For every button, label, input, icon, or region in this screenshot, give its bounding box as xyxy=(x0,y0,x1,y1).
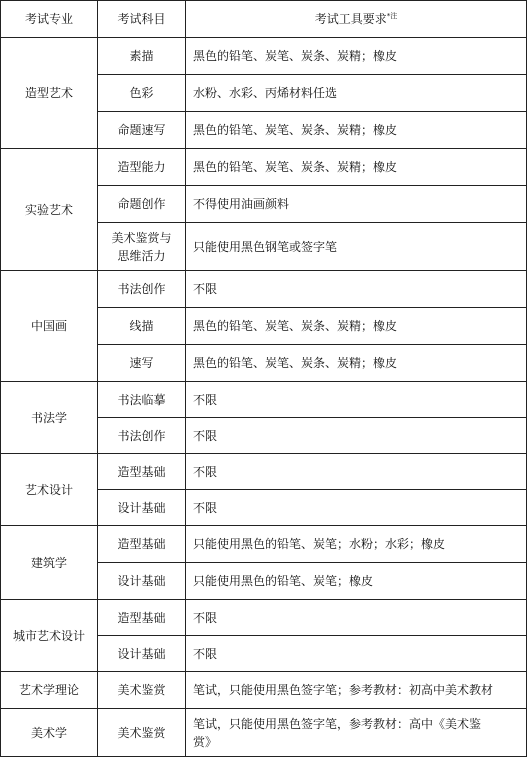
tools-cell: 不限 xyxy=(186,382,527,418)
table-row xyxy=(1,38,527,75)
tools-cell: 黑色的铅笔、炭笔、炭条、炭精；橡皮 xyxy=(186,38,527,75)
table-row xyxy=(1,382,527,418)
tools-cell: 不得使用油画颜料 xyxy=(186,186,527,223)
tools-cell: 不限 xyxy=(186,600,527,636)
subject-cell xyxy=(98,223,186,271)
subject-cell: 色彩 xyxy=(98,75,186,112)
tools-cell: 不限 xyxy=(186,418,527,454)
subject-cell: 美术鉴赏 xyxy=(98,709,186,757)
major-cell: 实验艺术 xyxy=(1,149,98,271)
subject-cell: 书法创作 xyxy=(98,271,186,308)
header-major: 考试专业 xyxy=(1,1,98,38)
table-row xyxy=(1,271,527,308)
tools-cell xyxy=(186,709,527,757)
subject-cell: 素描 xyxy=(98,38,186,75)
tools-cell: 黑色的铅笔、炭笔、炭条、炭精；橡皮 xyxy=(186,149,527,186)
subject-cell: 命题速写 xyxy=(98,112,186,149)
subject-cell: 命题创作 xyxy=(98,186,186,223)
subject-cell: 书法临摹 xyxy=(98,382,186,418)
tools-cell: 不限 xyxy=(186,490,527,526)
major-cell: 美术学 xyxy=(1,709,98,757)
subject-cell: 造型基础 xyxy=(98,454,186,490)
major-cell: 书法学 xyxy=(1,382,98,454)
table-header-row xyxy=(1,1,527,38)
tools-line: 赏》 xyxy=(193,734,218,749)
tools-cell: 黑色的铅笔、炭笔、炭条、炭精；橡皮 xyxy=(186,345,527,382)
table-row xyxy=(1,454,527,490)
subject-cell: 设计基础 xyxy=(98,563,186,600)
major-cell: 城市艺术设计 xyxy=(1,600,98,672)
tools-cell: 只能使用黑色的铅笔、炭笔；水粉；水彩；橡皮 xyxy=(186,526,527,563)
table-row xyxy=(1,149,527,186)
major-cell: 艺术设计 xyxy=(1,454,98,526)
tools-cell: 黑色的铅笔、炭笔、炭条、炭精；橡皮 xyxy=(186,112,527,149)
tools-cell: 笔试，只能使用黑色签字笔；参考教材：初高中美术教材 xyxy=(186,672,527,709)
tools-cell: 黑色的铅笔、炭笔、炭条、炭精；橡皮 xyxy=(186,308,527,345)
subject-cell: 书法创作 xyxy=(98,418,186,454)
subject-cell: 线描 xyxy=(98,308,186,345)
tools-cell: 不限 xyxy=(186,636,527,672)
table-row xyxy=(1,709,527,757)
major-cell: 造型艺术 xyxy=(1,38,98,149)
header-subject: 考试科目 xyxy=(98,1,186,38)
header-tools xyxy=(186,1,527,38)
tools-cell: 水粉、水彩、丙烯材料任选 xyxy=(186,75,527,112)
table-row xyxy=(1,672,527,709)
tools-cell: 只能使用黑色的铅笔、炭笔；橡皮 xyxy=(186,563,527,600)
tools-cell: 不限 xyxy=(186,271,527,308)
subject-line: 美术鉴赏与 xyxy=(111,230,172,245)
major-cell: 中国画 xyxy=(1,271,98,382)
table-row xyxy=(1,526,527,563)
major-cell: 建筑学 xyxy=(1,526,98,600)
major-cell: 艺术学理论 xyxy=(1,672,98,709)
subject-cell: 造型基础 xyxy=(98,526,186,563)
subject-cell: 设计基础 xyxy=(98,490,186,526)
subject-cell: 造型基础 xyxy=(98,600,186,636)
table-row xyxy=(1,600,527,636)
subject-cell: 速写 xyxy=(98,345,186,382)
header-tools-note: *注 xyxy=(386,12,398,20)
subject-cell: 设计基础 xyxy=(98,636,186,672)
header-tools-label: 考试工具要求 xyxy=(314,12,387,26)
tools-cell: 不限 xyxy=(186,454,527,490)
subject-cell: 美术鉴赏 xyxy=(98,672,186,709)
tools-line: 笔试，只能使用黑色签字笔，参考教材：高中《美术鉴 xyxy=(193,716,482,731)
tools-cell: 只能使用黑色钢笔或签字笔 xyxy=(186,223,527,271)
subject-line: 思维活力 xyxy=(117,248,166,263)
subject-cell: 造型能力 xyxy=(98,149,186,186)
